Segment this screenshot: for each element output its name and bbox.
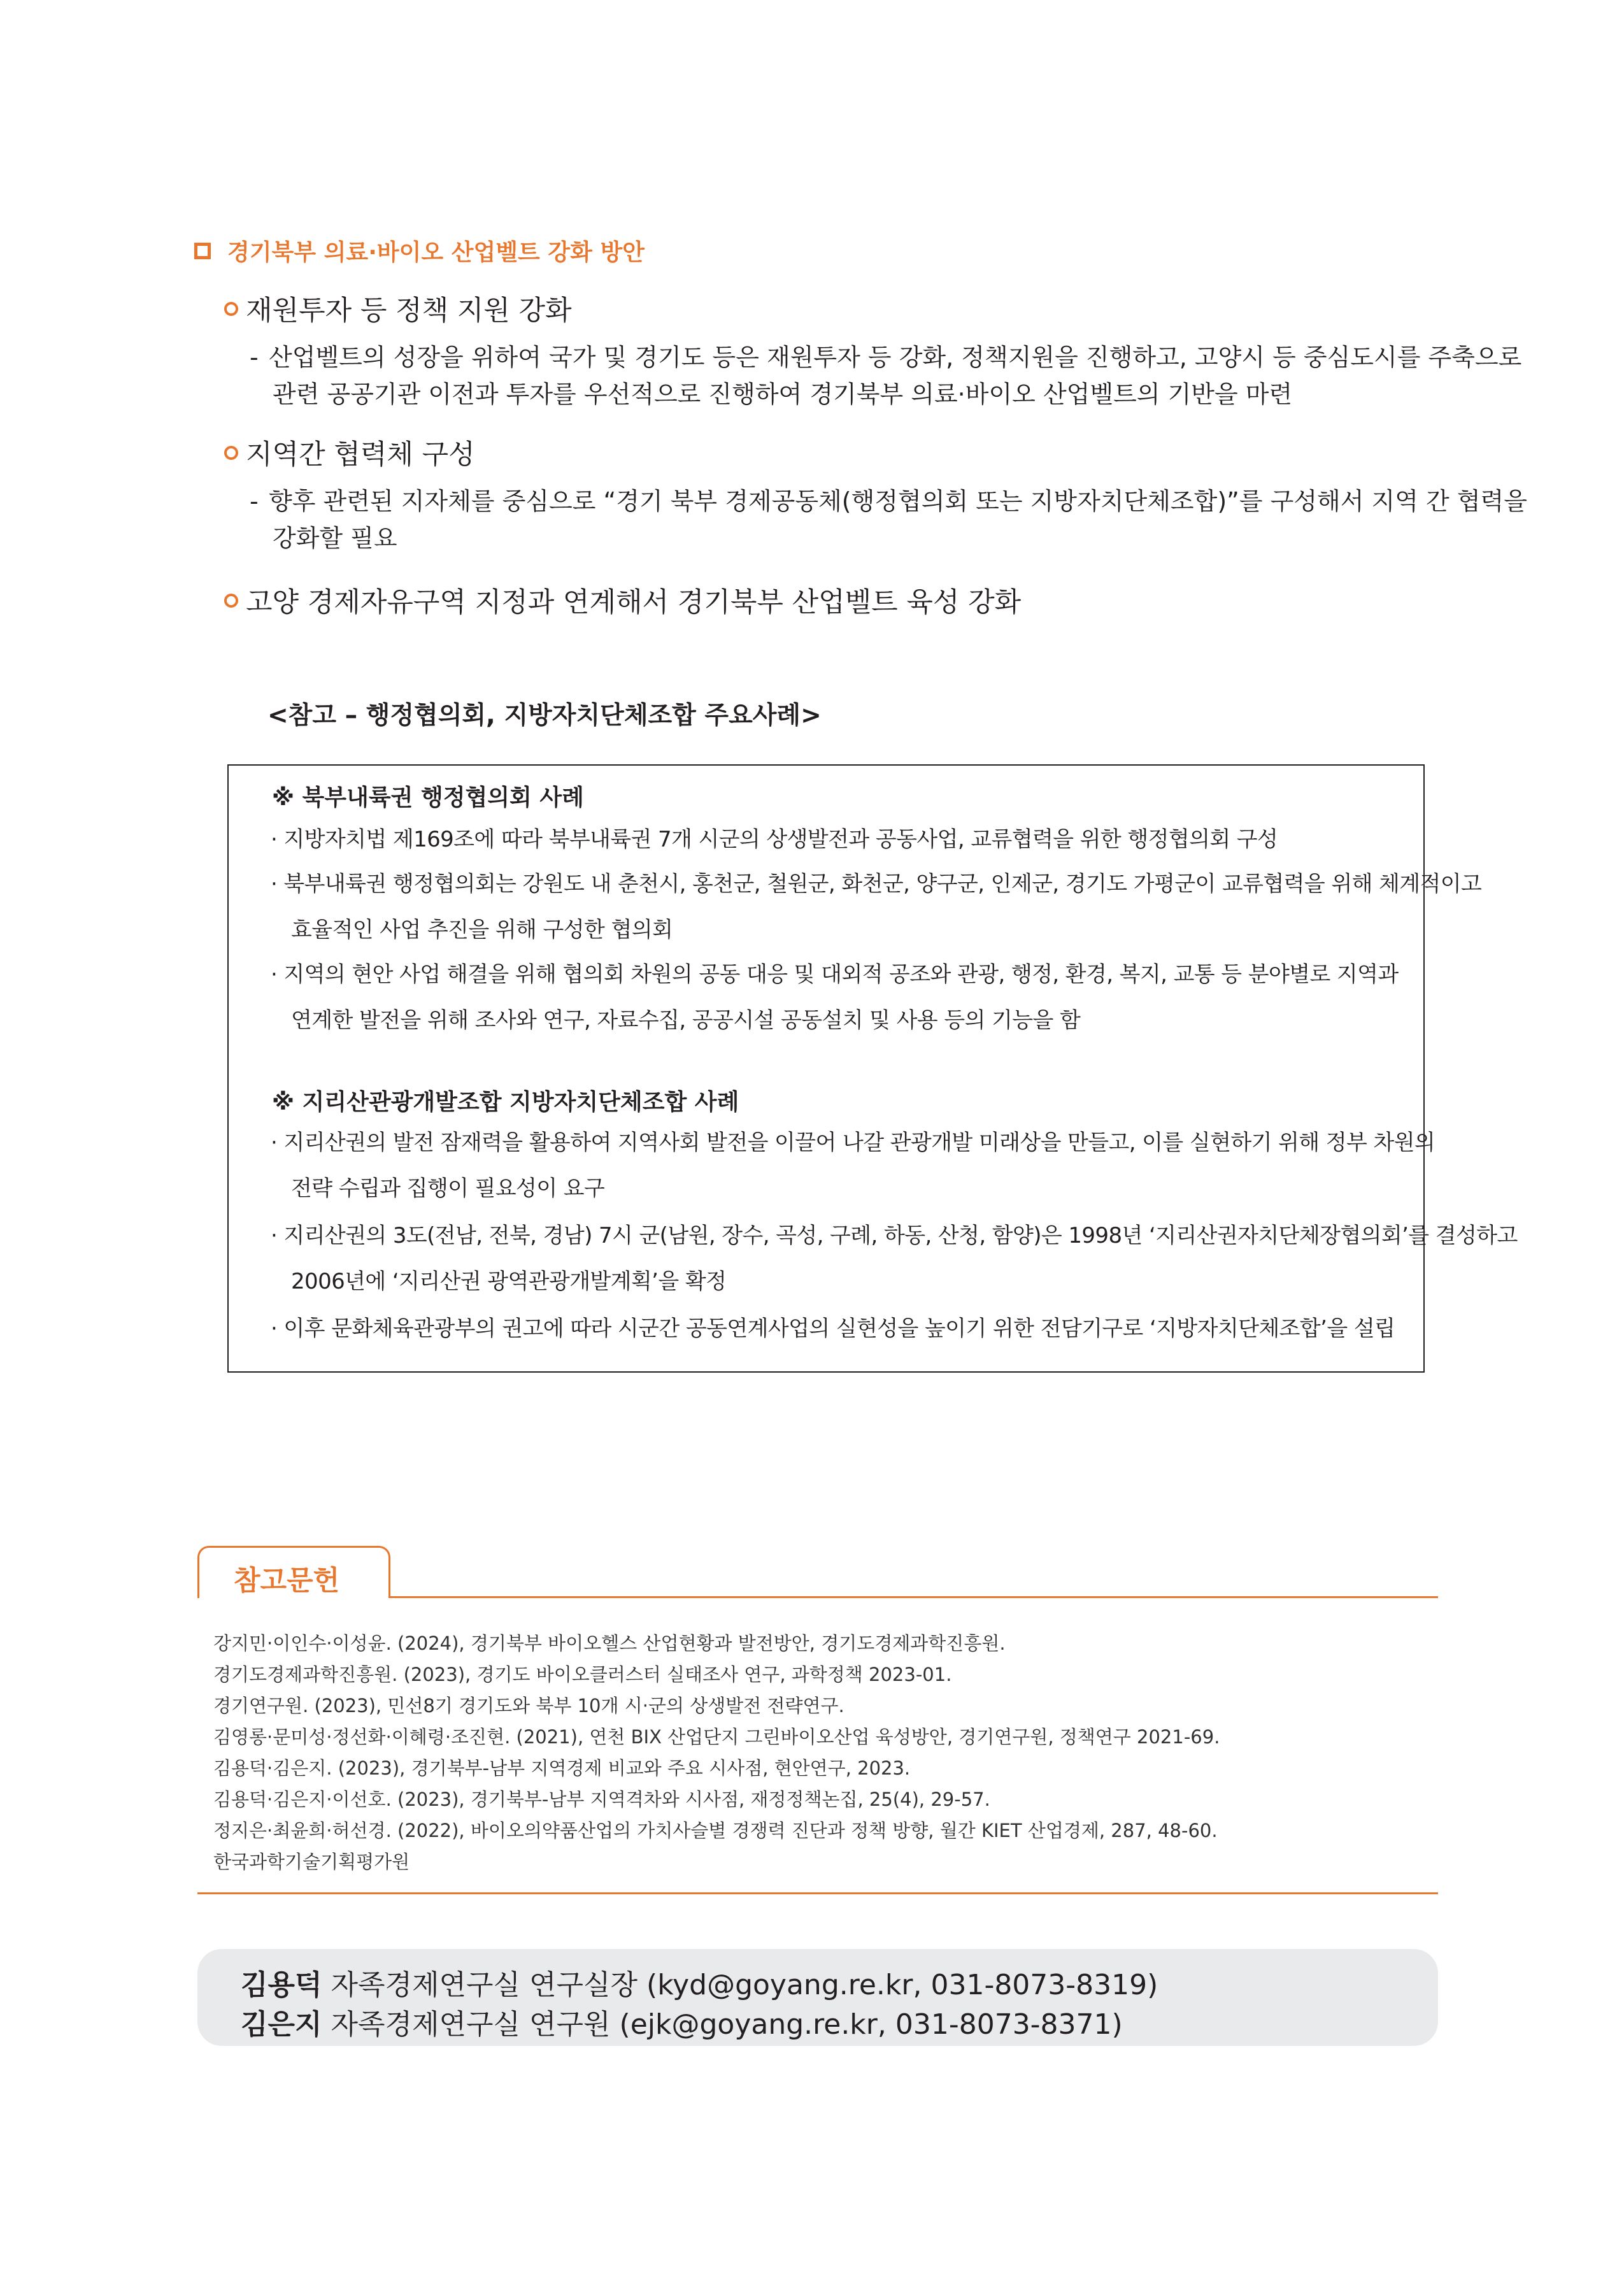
references-divider xyxy=(390,1596,1438,1598)
author-box xyxy=(197,1949,1438,2046)
author-2-name: 김은지 xyxy=(241,2008,322,2041)
references-list xyxy=(213,1628,1220,1878)
policy-item-2-detail: - 향후 관련된 지자체를 중심으로 “경기 북부 경제공동체(행정협의회 또는 지방자치단체조합)”를 구성해서 지역 간 협력을 강화할 필요 xyxy=(250,483,1447,557)
author-2 xyxy=(241,2001,1123,2042)
reference-entry: 정지은·최윤희·허선경. (2022), 바이오의약품산업의 가치사슬별 경쟁력 진단과 정책 방향, 월간 KIET 산업경제, 287, 48-60. xyxy=(213,1820,1218,1841)
case-1-item-2-line1: · 북부내륙권 행정협의회는 강원도 내 춘천시, 홍천군, 철원군, 화천군, 양구군, 인제군, 경기도 가평군이 교류협력을 위해 체계적이고 xyxy=(271,871,1482,897)
policy-item-2-detail-line1: 향후 관련된 지자체를 중심으로 “경기 북부 경제공동체(행정협의회 또는 지방자치단체조합)”를 구성해서 지역 간 협력을 xyxy=(269,487,1527,515)
case-2-item-1-line1: · 지리산권의 발전 잠재력을 활용하여 지역사회 발전을 이끌어 나갈 관광개발 미래상을 만들고, 이를 실현하기 위해 정부 차원의 xyxy=(271,1130,1435,1155)
case-1-item-2-line2: 효율적인 사업 추진을 위해 구성한 협의회 xyxy=(291,917,673,943)
reference-entry: 김영롱·문미성·정선화·이혜령·조진현. (2021), 연천 BIX 산업단지 그린바이오산업 육성방안, 경기연구원, 정책연구 2021-69. xyxy=(213,1726,1220,1748)
author-1-name: 김용덕 xyxy=(241,1969,322,2001)
case-1-item-2 xyxy=(271,861,1482,953)
case-1-title: ※ 북부내륙권 행정협의회 사례 xyxy=(272,785,584,811)
policy-item-1 xyxy=(224,289,572,328)
square-bullet-icon xyxy=(194,243,211,259)
case-1-item-3 xyxy=(271,952,1417,1043)
author-1 xyxy=(241,1962,1158,2003)
case-2-item-3-line1: · 이후 문화체육관광부의 권고에 따라 시군간 공동연계사업의 실현성을 높이기 위한 전담기구로 ‘지방자치단체조합’을 설립 xyxy=(271,1316,1395,1341)
case-1-item-3-line1: · 지역의 현안 사업 해결을 위해 협의회 차원의 공동 대응 및 대외적 공조와 관광, 행정, 환경, 복지, 교통 등 분야별로 지역과 xyxy=(271,962,1399,987)
reference-entry: 경기도경제과학진흥원. (2023), 경기도 바이오클러스터 실태조사 연구, 과학정책 2023-01. xyxy=(213,1664,952,1685)
policy-item-2 xyxy=(224,433,475,472)
case-2-title: ※ 지리산관광개발조합 지방자치단체조합 사례 xyxy=(272,1089,739,1115)
references-title: 참고문헌 xyxy=(234,1565,340,1597)
policy-item-2-label: 지역간 협력체 구성 xyxy=(246,439,475,471)
reference-entry: 김용덕·김은지·이선호. (2023), 경기북부-남부 지역격차와 시사점, 재정정책논집, 25(4), 29-57. xyxy=(213,1789,990,1810)
circle-bullet-icon xyxy=(224,302,238,316)
policy-item-3-label: 고양 경제자유구역 지정과 연계해서 경기북부 산업벨트 육성 강화 xyxy=(246,587,1022,618)
policy-item-1-detail-line2: 관련 공공기관 이전과 투자를 우선적으로 진행하여 경기북부 의료·바이오 산업벨트의 기반을 마련 xyxy=(273,380,1293,408)
case-2-item-3 xyxy=(271,1306,1417,1352)
circle-bullet-icon xyxy=(224,594,238,608)
case-1-item-1 xyxy=(271,817,1417,862)
reference-entry: 강지민·이인수·이성윤. (2024), 경기북부 바이오헬스 산업현황과 발전방안, 경기도경제과학진흥원. xyxy=(213,1632,1006,1654)
author-1-detail: 자족경제연구실 연구실장 (kyd@goyang.re.kr, 031-8073-8319) xyxy=(331,1969,1158,2001)
references-tab xyxy=(197,1546,390,1598)
circle-bullet-icon xyxy=(224,446,238,460)
case-2-item-1-line2: 전략 수립과 집행이 필요성이 요구 xyxy=(291,1176,605,1201)
case-2-item-2-line2: 2006년에 ‘지리산권 광역관광개발계획’을 확정 xyxy=(291,1269,727,1294)
policy-item-1-detail-line1: 산업벨트의 성장을 위하여 국가 및 경기도 등은 재원투자 등 강화, 정책지원을 진행하고, 고양시 등 중심도시를 주축으로 xyxy=(269,343,1522,371)
case-1-item-1-line1: · 지방자치법 제169조에 따라 북부내륙권 7개 시군의 상생발전과 공동사업, 교류협력을 위한 행정협의회 구성 xyxy=(271,827,1278,852)
reference-box-heading: <참고 – 행정협의회, 지방자치단체조합 주요사례> xyxy=(267,701,822,730)
policy-item-2-detail-line2: 강화할 필요 xyxy=(273,524,397,552)
case-1-item-3-line2: 연계한 발전을 위해 조사와 연구, 자료수집, 공공시설 공동설치 및 사용 등의 기능을 함 xyxy=(291,1008,1081,1033)
author-2-detail: 자족경제연구실 연구원 (ejk@goyang.re.kr, 031-8073-8371) xyxy=(331,2008,1123,2041)
case-2-item-1 xyxy=(271,1120,1435,1211)
reference-box xyxy=(227,764,1518,1373)
policy-item-3 xyxy=(224,581,1021,620)
reference-entry: 한국과학기술기획평가원 xyxy=(213,1851,410,1873)
case-2-item-2-line1: · 지리산권의 3도(전남, 전북, 경남) 7시 군(남원, 장수, 곡성, 구례, 하동, 산청, 함양)은 1998년 ‘지리산권자치단체장협의회’를 결성하고 xyxy=(271,1223,1518,1248)
policy-item-1-detail: - 산업벨트의 성장을 위하여 국가 및 경기도 등은 재원투자 등 강화, 정책지원을 진행하고, 고양시 등 중심도시를 주축으로 관련 공공기관 이전과 투자를 우선적으로 진행하여 경기북부 의료·바이오 산업벨트의 기반을 마련 xyxy=(250,339,1447,413)
references-bottom-divider xyxy=(197,1892,1438,1894)
reference-entry: 김용덕·김은지. (2023), 경기북부-남부 지역경제 비교와 주요 시사점, 현안연구, 2023. xyxy=(213,1757,911,1779)
reference-entry: 경기연구원. (2023), 민선8기 경기도와 북부 10개 시·군의 상생발전 전략연구. xyxy=(213,1695,844,1717)
section-title xyxy=(194,234,645,267)
case-2-item-2 xyxy=(271,1213,1518,1304)
section-title-text: 경기북부 의료·바이오 산업벨트 강화 방안 xyxy=(227,239,645,266)
policy-item-1-label: 재원투자 등 정책 지원 강화 xyxy=(246,295,572,327)
